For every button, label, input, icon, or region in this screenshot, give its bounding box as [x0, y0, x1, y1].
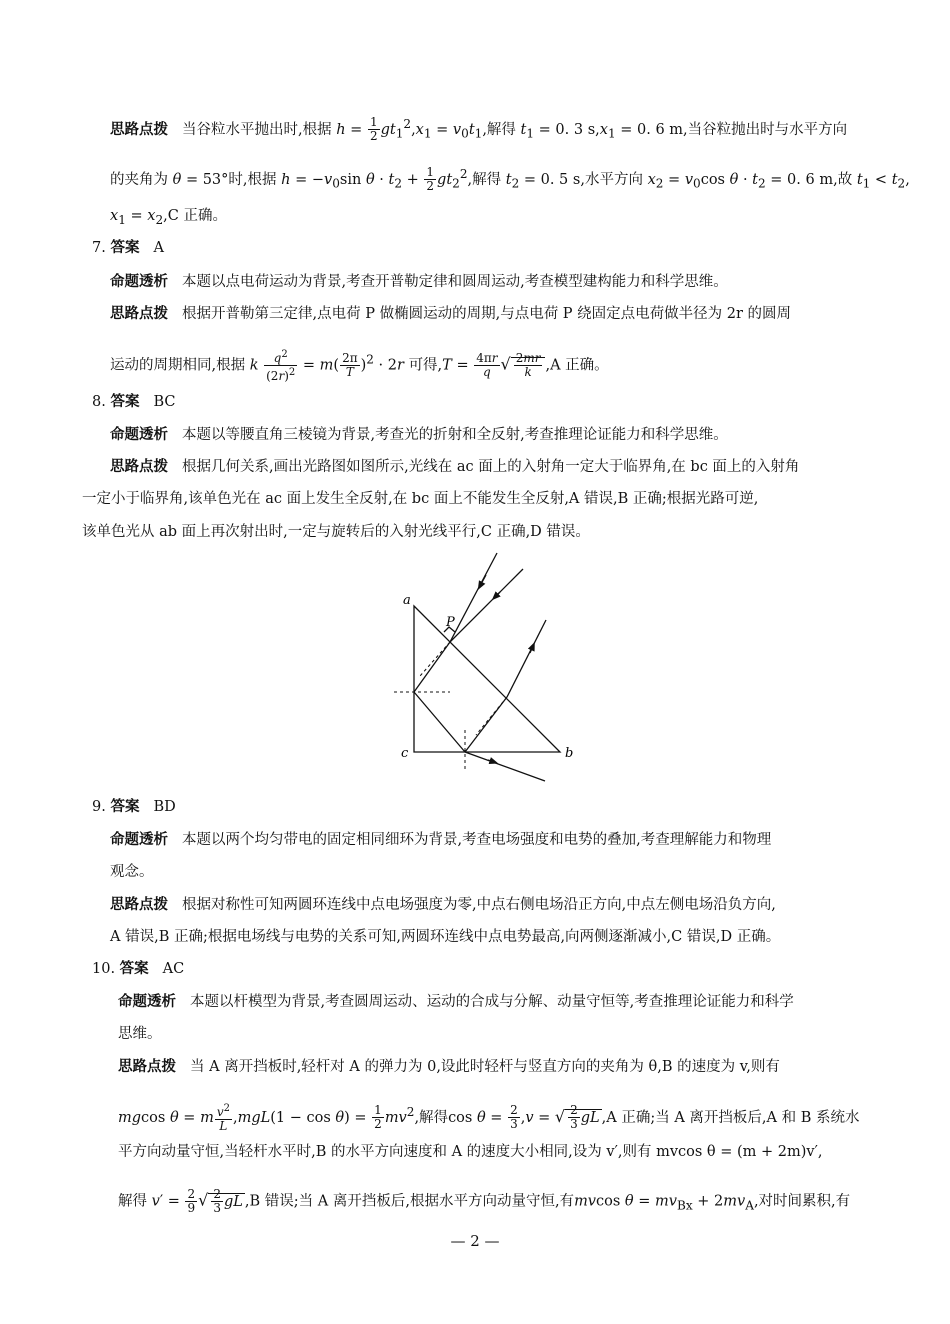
vertex-a: a: [403, 593, 411, 608]
point-P: P: [446, 615, 455, 630]
vertex-c: c: [401, 746, 409, 761]
q6-line1: 思路点拨 当谷粒水平抛出时,根据 h = $\frac{1}{2}$ $gt_1^2,x_1 = v_0t_1$,解得 $t_1 = 0$. 3 $s,x_1 = 0$. 6 m,当谷粒抛出时与水平方向: [110, 115, 848, 144]
rotated-ray: [450, 569, 523, 642]
emergent-ray: [465, 697, 507, 752]
q7-intent: 命题透析 本题以点电荷运动为背景,考查开普勒定律和圆周运动,考查模型建构能力和科学思维。: [110, 274, 728, 290]
q8-idea-2: 一定小于临界角,该单色光在 ac 面上发生全反射,在 bc 面上不能发生全反射,A 错误,B 正确;根据光路可逆,: [82, 491, 759, 507]
incident-ray: [450, 553, 497, 642]
q10-intent-1: 命题透析 本题以杆模型为背景,考查圆周运动、运动的合成与分解、动量守恒等,考查推理论证能力和科学: [118, 994, 794, 1010]
exit-ray: [507, 620, 546, 697]
q7-answer: 7. 答案 A: [92, 240, 164, 256]
page-number: — 2 —: [450, 1232, 500, 1250]
q9-idea-2: A 错误,B 正确;根据电场线与电势的关系可知,两圆环连线中点电势最高,向两侧逐渐减小,C 错误,D 正确。: [110, 929, 781, 945]
q10-idea-1: 思路点拨 当 A 离开挡板时,轻杆对 A 的弹力为 0,设此时轻杆与竖直方向的夹角为 θ,B 的速度为 v,则有: [118, 1059, 780, 1075]
q7-idea-2: 运动的周期相同,根据 k $\frac{q^2}{(2r)^2}$ = m( $\frac{2\pi}{T}$ )$^2$ · 2r 可得,T = $\frac{4\pi r}{q}$ √ $\frac{2mr}{k}$ ,A 正确。: [110, 349, 609, 383]
normal-ab: [420, 642, 450, 676]
q6-line2: 的夹角为 θ = 53°时,根据 $h = -v_0\sin$ $\theta \cdot t_2$ + $\frac{1}{2}$ $gt_2^2$,解得 $t_2 = 0$. 5 s,水平方向 $x_2 = v_0\cos$ $\theta \cdot t_2 = 0$. 6 m,故 $t_1 < t_2$,: [110, 165, 910, 194]
q8-intent: 命题透析 本题以等腰直角三棱镜为背景,考查光的折射和全反射,考查推理论证能力和科学思维。: [110, 427, 728, 443]
idea-label: 思路点拨: [110, 121, 168, 138]
q8-answer: 8. 答案 BC: [92, 394, 176, 410]
q9-intent-1: 命题透析 本题以两个均匀带电的固定相同细环为背景,考查电场强度和电势的叠加,考查理解能力和物理: [110, 832, 772, 848]
prism-diagram: [390, 548, 580, 788]
ray-to-ac: [414, 642, 450, 692]
q9-answer: 9. 答案 BD: [92, 799, 176, 815]
q10-idea-2: mgcos θ = m $\frac{v^2}{L}$ ,mgL(1 − cos θ) = $\frac{1}{2}$ $mv^2$,解得cos θ = $\frac{2}{3}$ ,v = √ $\frac{2}{3}$ gL ,A 正确;当 A 离开挡板后,A 和 B 系统水: [118, 1103, 860, 1134]
q9-intent-2: 观念。: [110, 864, 154, 880]
prism-triangle: [414, 606, 560, 752]
q7-idea-1: 思路点拨 根据开普勒第三定律,点电荷 P 做椭圆运动的周期,与点电荷 P 绕固定点电荷做半径为 2r 的圆周: [110, 306, 792, 322]
q8-idea-1: 思路点拨 根据几何关系,画出光路图如图所示,光线在 ac 面上的入射角一定大于临界角,在 bc 面上的入射角: [110, 459, 800, 475]
q8-idea-3: 该单色光从 ab 面上再次射出时,一定与旋转后的入射光线平行,C 正确,D 错误。: [82, 524, 590, 540]
q6-line3: $x_1 = x_2,C$ 正确。: [110, 208, 227, 227]
q10-answer: 10. 答案 AC: [92, 961, 185, 977]
vertex-b: b: [565, 746, 574, 761]
q10-idea-3: 平方向动量守恒,当轻杆水平时,B 的水平方向速度和 A 的速度大小相同,设为 v′,则有 mvcos θ = (m + 2m)v′,: [118, 1144, 823, 1160]
q10-intent-2: 思维。: [118, 1026, 162, 1042]
normal-exit: [476, 697, 507, 735]
refracted-out-ray: [465, 752, 545, 781]
ray-to-bc: [414, 692, 465, 752]
q10-idea-4: 解得 v′ = $\frac{2}{9}$ √ $\frac{2}{3}$ gL ,B 错误;当 A 离开挡板后,根据水平方向动量守恒,有mvcos $\theta = mv_{Bx} + 2mv_A$,对时间累积,有: [118, 1187, 851, 1215]
q9-idea-1: 思路点拨 根据对称性可知两圆环连线中点电场强度为零,中点右侧电场沿正方向,中点左侧电场沿负方向,: [110, 897, 776, 913]
